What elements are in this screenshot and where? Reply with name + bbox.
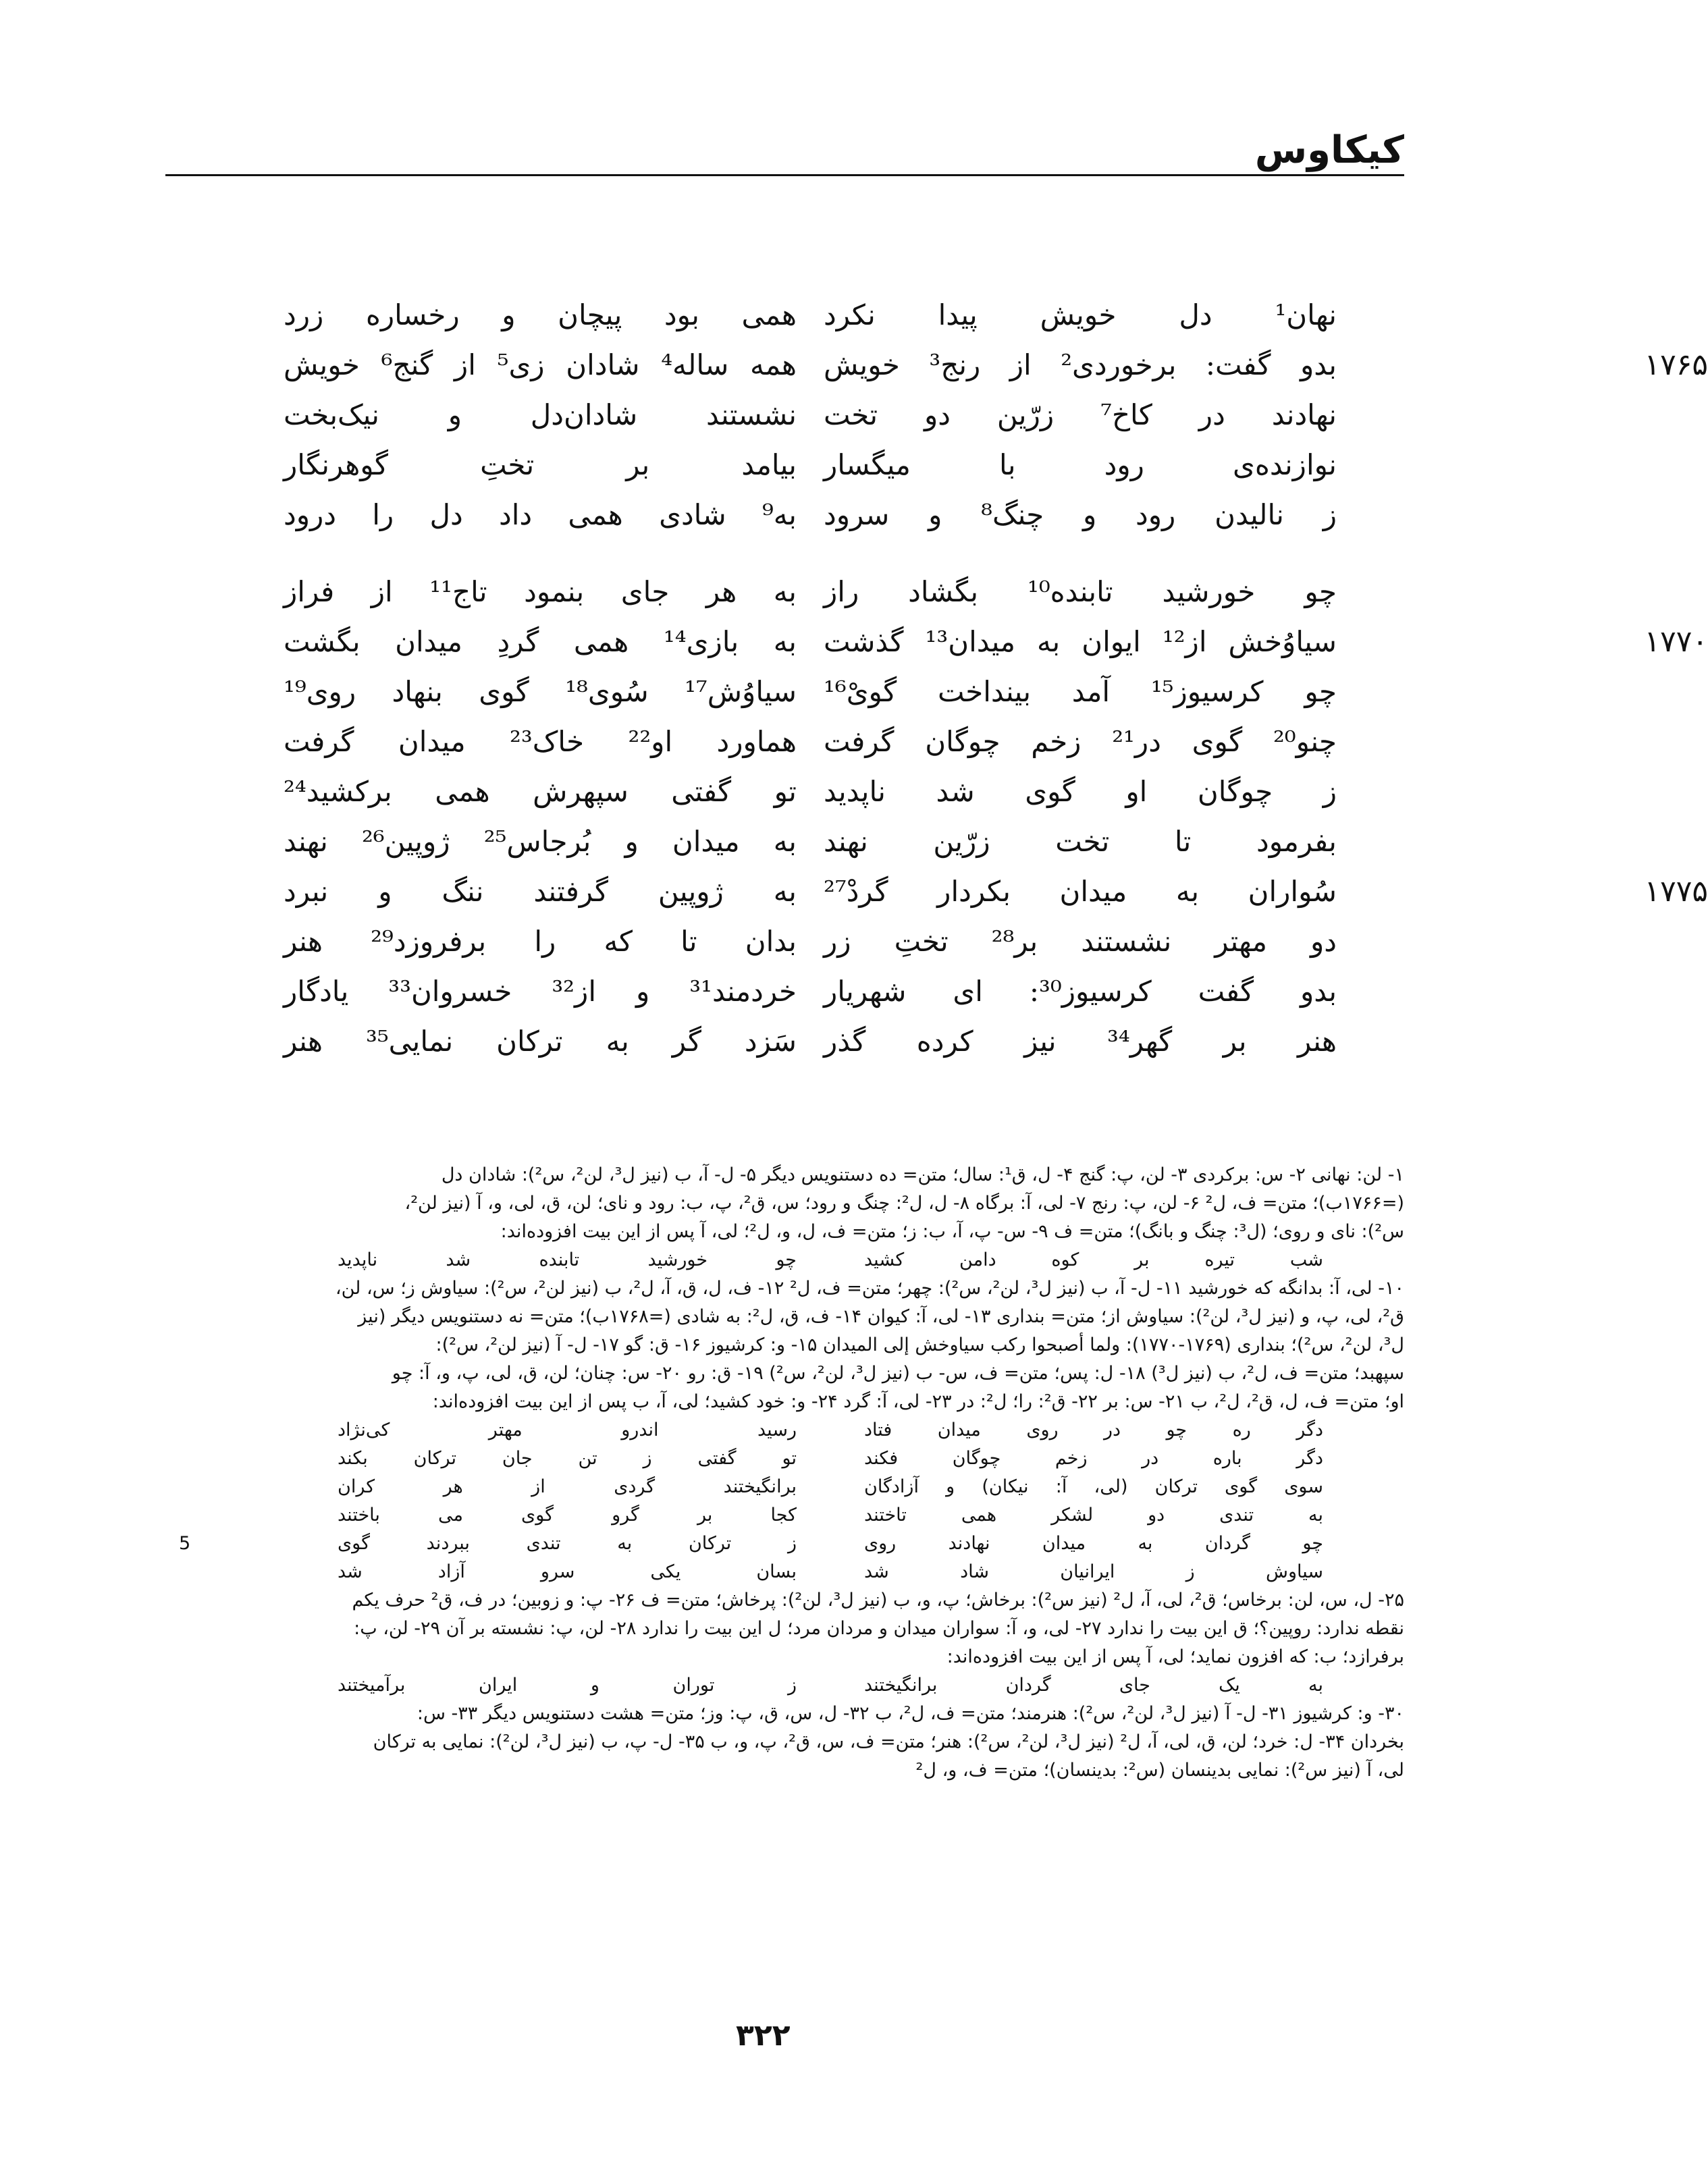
second-hemistich: همه ساله⁴ شادان زی⁵ از گنج⁶ خویش <box>284 348 797 381</box>
second-hemistich: سَزد گر به ترکان نمایی³⁵ هنر <box>284 1025 797 1058</box>
quoted-second-hemistich: برانگیختند گردی از هر کران <box>338 1476 797 1497</box>
footnote-line: او؛ متن= ف، ل، ق²، ل²، ب ۲۱- س: بر ۲۲- ق²: را؛ ل²: در ۲۳- لی، آ: گرد ۲۴- و: خود کشید؛ لی، آ، ب پس از این بیت افزوده‌اند: <box>432 1391 1404 1412</box>
second-hemistich: تو گفتی سپهرش همی برکشید²⁴ <box>284 775 797 808</box>
quoted-first-hemistich: دگر ره چو در روی میدان فتاد <box>864 1420 1323 1440</box>
second-hemistich: بدان تا که را برفروزد²⁹ هنر <box>284 925 797 958</box>
verse-row <box>284 967 1337 1017</box>
footnote-line: س²): نای و روی؛ (ل³: چنگ و بانگ)؛ متن= ف ۹- س- پ، آ، ب: ز؛ متن= ف، ل، و، ل²؛ لی، آ پس از این بیت افزوده‌اند: <box>500 1221 1404 1242</box>
verse-row <box>284 340 1708 390</box>
verse-group-1 <box>284 290 1708 540</box>
first-hemistich: نهادند در کاخ⁷ زرّین دو تخت <box>824 398 1337 431</box>
quoted-verse <box>165 1501 1404 1530</box>
first-hemistich: سیاوُخش از¹² ایوان به میدان¹³ گذشت <box>824 625 1337 658</box>
footnote-line: ۱- لن: نهانی ۲- س: برکردی ۳- لن، پ: گنج ۴- ل، ق¹: سال؛ متن= ده دستنویس دیگر ۵- ل- آ، ب (نیز ل³، لن²، س²): شادان دل <box>441 1164 1404 1185</box>
quoted-verse <box>165 1246 1404 1274</box>
second-hemistich: به هر جای بنمود تاج¹¹ از فراز <box>284 575 797 608</box>
footnote-line: برفرازد؛ ب: که افزون نماید؛ لی، آ پس از این بیت افزوده‌اند: <box>946 1646 1404 1667</box>
second-hemistich: به⁹ شادی همی داد دل را درود <box>284 498 797 531</box>
quoted-second-hemistich: ز توران و ایران برآمیختند <box>338 1675 797 1696</box>
verse-row <box>284 390 1337 440</box>
quoted-verse <box>165 1416 1404 1445</box>
verse-row <box>284 1017 1337 1067</box>
footnote-line: (=۱۷۶۶ب)؛ متن= ف، ل² ۶- لن، پ: رنج ۷- لی، آ: برگاه ۸- ل، ل²: چنگ و رود؛ س، ق²، پ، ب: رود و نای؛ لن، ق، لی، و، آ (نیز لن²، <box>404 1193 1404 1214</box>
quoted-verse <box>165 1558 1404 1586</box>
verse-row <box>284 290 1337 340</box>
verse-row <box>284 567 1337 617</box>
footnote-line: نقطه ندارد: روپین؟؛ ق این بیت را ندارد ۲۷- لی، و، آ: سواران میدان و مردان مرد؛ ل این بیت را ندارد ۲۸- لن، پ: نشسته بر آن ۲۹- لن، پ: <box>354 1618 1404 1639</box>
verse-row <box>284 767 1337 817</box>
verse-row <box>284 667 1337 717</box>
verse-row <box>284 617 1708 667</box>
first-hemistich: دو مهتر نشستند بر²⁸ تختِ زر <box>824 925 1337 958</box>
second-hemistich: هماورد او²² خاک²³ میدان گرفت <box>284 725 797 758</box>
verse-row <box>284 717 1337 767</box>
quoted-first-hemistich: به یک جای گردان برانگیختند <box>864 1675 1323 1696</box>
quoted-second-hemistich: رسید اندرو مهتر کی‌نژاد <box>338 1420 797 1440</box>
first-hemistich: چو خورشید تابنده¹⁰ بگشاد راز <box>824 575 1337 608</box>
second-hemistich: به ژوپین گرفتند ننگ و نبرد <box>284 875 797 908</box>
second-hemistich: همی بود پیچان و رخساره زرد <box>284 298 797 331</box>
verse-number: ۱۷۷۵ <box>1644 874 1708 909</box>
quoted-verse-number: 5 <box>179 1533 191 1554</box>
footnote-line: ۱۰- لی، آ: بدانگه که خورشید ۱۱- ل- آ، ب (نیز ل³، لن²، س²): چهر؛ متن= ف، ل² ۱۲- ف، ل، ق، آ، ل²، ب (نیز لن²، س²): سیاوش ز؛ س، لن، <box>335 1278 1404 1299</box>
first-hemistich: هنر بر گهر³⁴ نیز کرده گذر <box>824 1025 1337 1058</box>
quoted-first-hemistich: به تندی دو لشکر همی تاختند <box>864 1505 1323 1526</box>
verse-row <box>284 490 1337 540</box>
footnote-line: ۳۰- و: کرشیوز ۳۱- ل- آ (نیز ل³، لن²، س²): هنرمند؛ متن= ف، ل²، ب ۳۲- ل، س، ق، پ: وز؛ متن= هشت دستنویس دیگر ۳۳- س: <box>417 1703 1404 1724</box>
verse-number: ۱۷۷۰ <box>1644 624 1708 659</box>
quoted-verse <box>165 1473 1404 1501</box>
second-hemistich: خردمند³¹ و از³² خسروان³³ یادگار <box>284 975 797 1008</box>
first-hemistich: سُواران به میدان بکردار گردْ²⁷ <box>824 875 1337 908</box>
quoted-second-hemistich: بسان یکی سرو آزاد شد <box>338 1561 797 1582</box>
footnote-line: ل³، لن²، س²)؛ بنداری (۱۷۶۹-۱۷۷۰): ولما أصبحوا رکب سیاوخش إلی المیدان ۱۵- و: کرشیوز ۱۶- ق: گو ۱۷- ل- آ (نیز لن²، س²): <box>435 1335 1404 1355</box>
first-hemistich: ز چوگان او گوی شد ناپدید <box>824 775 1337 808</box>
first-hemistich: چنو²⁰ گوی در²¹ زخم چوگان گرفت <box>824 725 1337 758</box>
quoted-second-hemistich: چو خورشید تابنده شد ناپدید <box>338 1249 797 1270</box>
footnote-line: سپهبد؛ متن= ف، ل²، ب (نیز ل³) ۱۸- ل: پس؛ متن= ف، س- ب (نیز ل³، لن²، س²) ۱۹- ق: رو ۲۰- س: چنان؛ لن، ق، لی، پ، و، آ: چو <box>392 1363 1404 1384</box>
quoted-first-hemistich: دگر باره در زخم چوگان فکند <box>864 1448 1323 1469</box>
first-hemistich: ز نالیدن رود و چنگ⁸ و سرود <box>824 498 1337 531</box>
quoted-first-hemistich: سوی گوی ترکان (لی، آ: نیکان) و آزادگان <box>864 1476 1323 1497</box>
footnote-line: ق²، لی، پ، و (نیز ل³، لن²): سیاوش از؛ متن= بنداری ۱۳- لی، آ: کیوان ۱۴- ف، ق، ل²: به شادی (=۱۷۶۸ب)؛ متن= نه دستنویس دیگر (نیز <box>358 1306 1404 1327</box>
verse-row <box>284 440 1337 490</box>
quoted-verse <box>165 1530 1404 1558</box>
second-hemistich: به بازی¹⁴ همی گردِ میدان بگشت <box>284 625 797 658</box>
footnote-line: بخردان ۳۴- ل: خرد؛ لن، ق، لی، آ، ل² (نیز ل³، لن²، س²): هنر؛ متن= ف، س، ق²، پ، و، ب ۳۵- ل- پ، ب (نیز ل³، لن²): نمایی به ترکان <box>373 1731 1404 1752</box>
footnote-line: ۲۵- ل، س، لن: برخاس؛ ق²، لی، آ، ل² (نیز س²): برخاش؛ پ، و، ب (نیز ل³، لن²): پرخاش؛ متن= ف ۲۶- پ: و زوبین؛ در ف، ق² حرف یکم <box>352 1590 1404 1611</box>
quoted-verse <box>165 1671 1404 1700</box>
second-hemistich: سیاوُش¹⁷ سُوی¹⁸ گوی بنهاد روی¹⁹ <box>284 675 797 708</box>
first-hemistich: چو کرسیوز¹⁵ آمد بینداخت گویْ¹⁶ <box>824 675 1337 708</box>
quoted-second-hemistich: کجا بر گرو گوی می باختند <box>338 1505 797 1526</box>
verse-row <box>284 917 1337 967</box>
second-hemistich: به میدان و بُرجاس²⁵ ژوپین²⁶ نهند <box>284 825 797 858</box>
first-hemistich: نوازنده‌ی رود با میگسار <box>824 448 1337 481</box>
quoted-second-hemistich: تو گفتی ز تن جان ترکان بکند <box>338 1448 797 1469</box>
first-hemistich: بفرمود تا تخت زرّین نهند <box>824 825 1337 858</box>
quoted-first-hemistich: شب تیره بر کوه دامن کشید <box>864 1249 1323 1270</box>
quoted-second-hemistich: ز ترکان به تندی ببردند گوی <box>338 1533 797 1554</box>
quoted-verse <box>165 1445 1404 1473</box>
verse-group-2 <box>284 567 1708 1067</box>
header-rule <box>165 174 1404 176</box>
second-hemistich: بیامد بر تختِ گوهرنگار <box>284 448 797 481</box>
footnote-line: لی، آ (نیز س²): نمایی بدینسان (س²: بدینسان)؛ متن= ف، و، ل² <box>915 1760 1404 1781</box>
first-hemistich: بدو گفت: برخوردی² از رنج³ خویش <box>824 348 1337 381</box>
verse-number: ۱۷۶۵ <box>1644 348 1708 382</box>
quoted-first-hemistich: چو گردان به میدان نهادند روی <box>864 1533 1323 1554</box>
verse-row <box>284 867 1708 917</box>
second-hemistich: نشستند شادان‌دل و نیک‌بخت <box>284 398 797 431</box>
first-hemistich: نهان¹ دل خویش پیدا نکرد <box>824 298 1337 331</box>
verse-row <box>284 817 1337 867</box>
page-number: ۳۲۲ <box>736 2018 791 2053</box>
quoted-first-hemistich: سیاوش ز ایرانیان شاد شد <box>864 1561 1323 1582</box>
page-header-title: کیکاوس <box>1254 128 1404 172</box>
first-hemistich: بدو گفت کرسیوز³⁰: ای شهریار <box>824 975 1337 1008</box>
footnotes <box>165 1161 1404 1785</box>
